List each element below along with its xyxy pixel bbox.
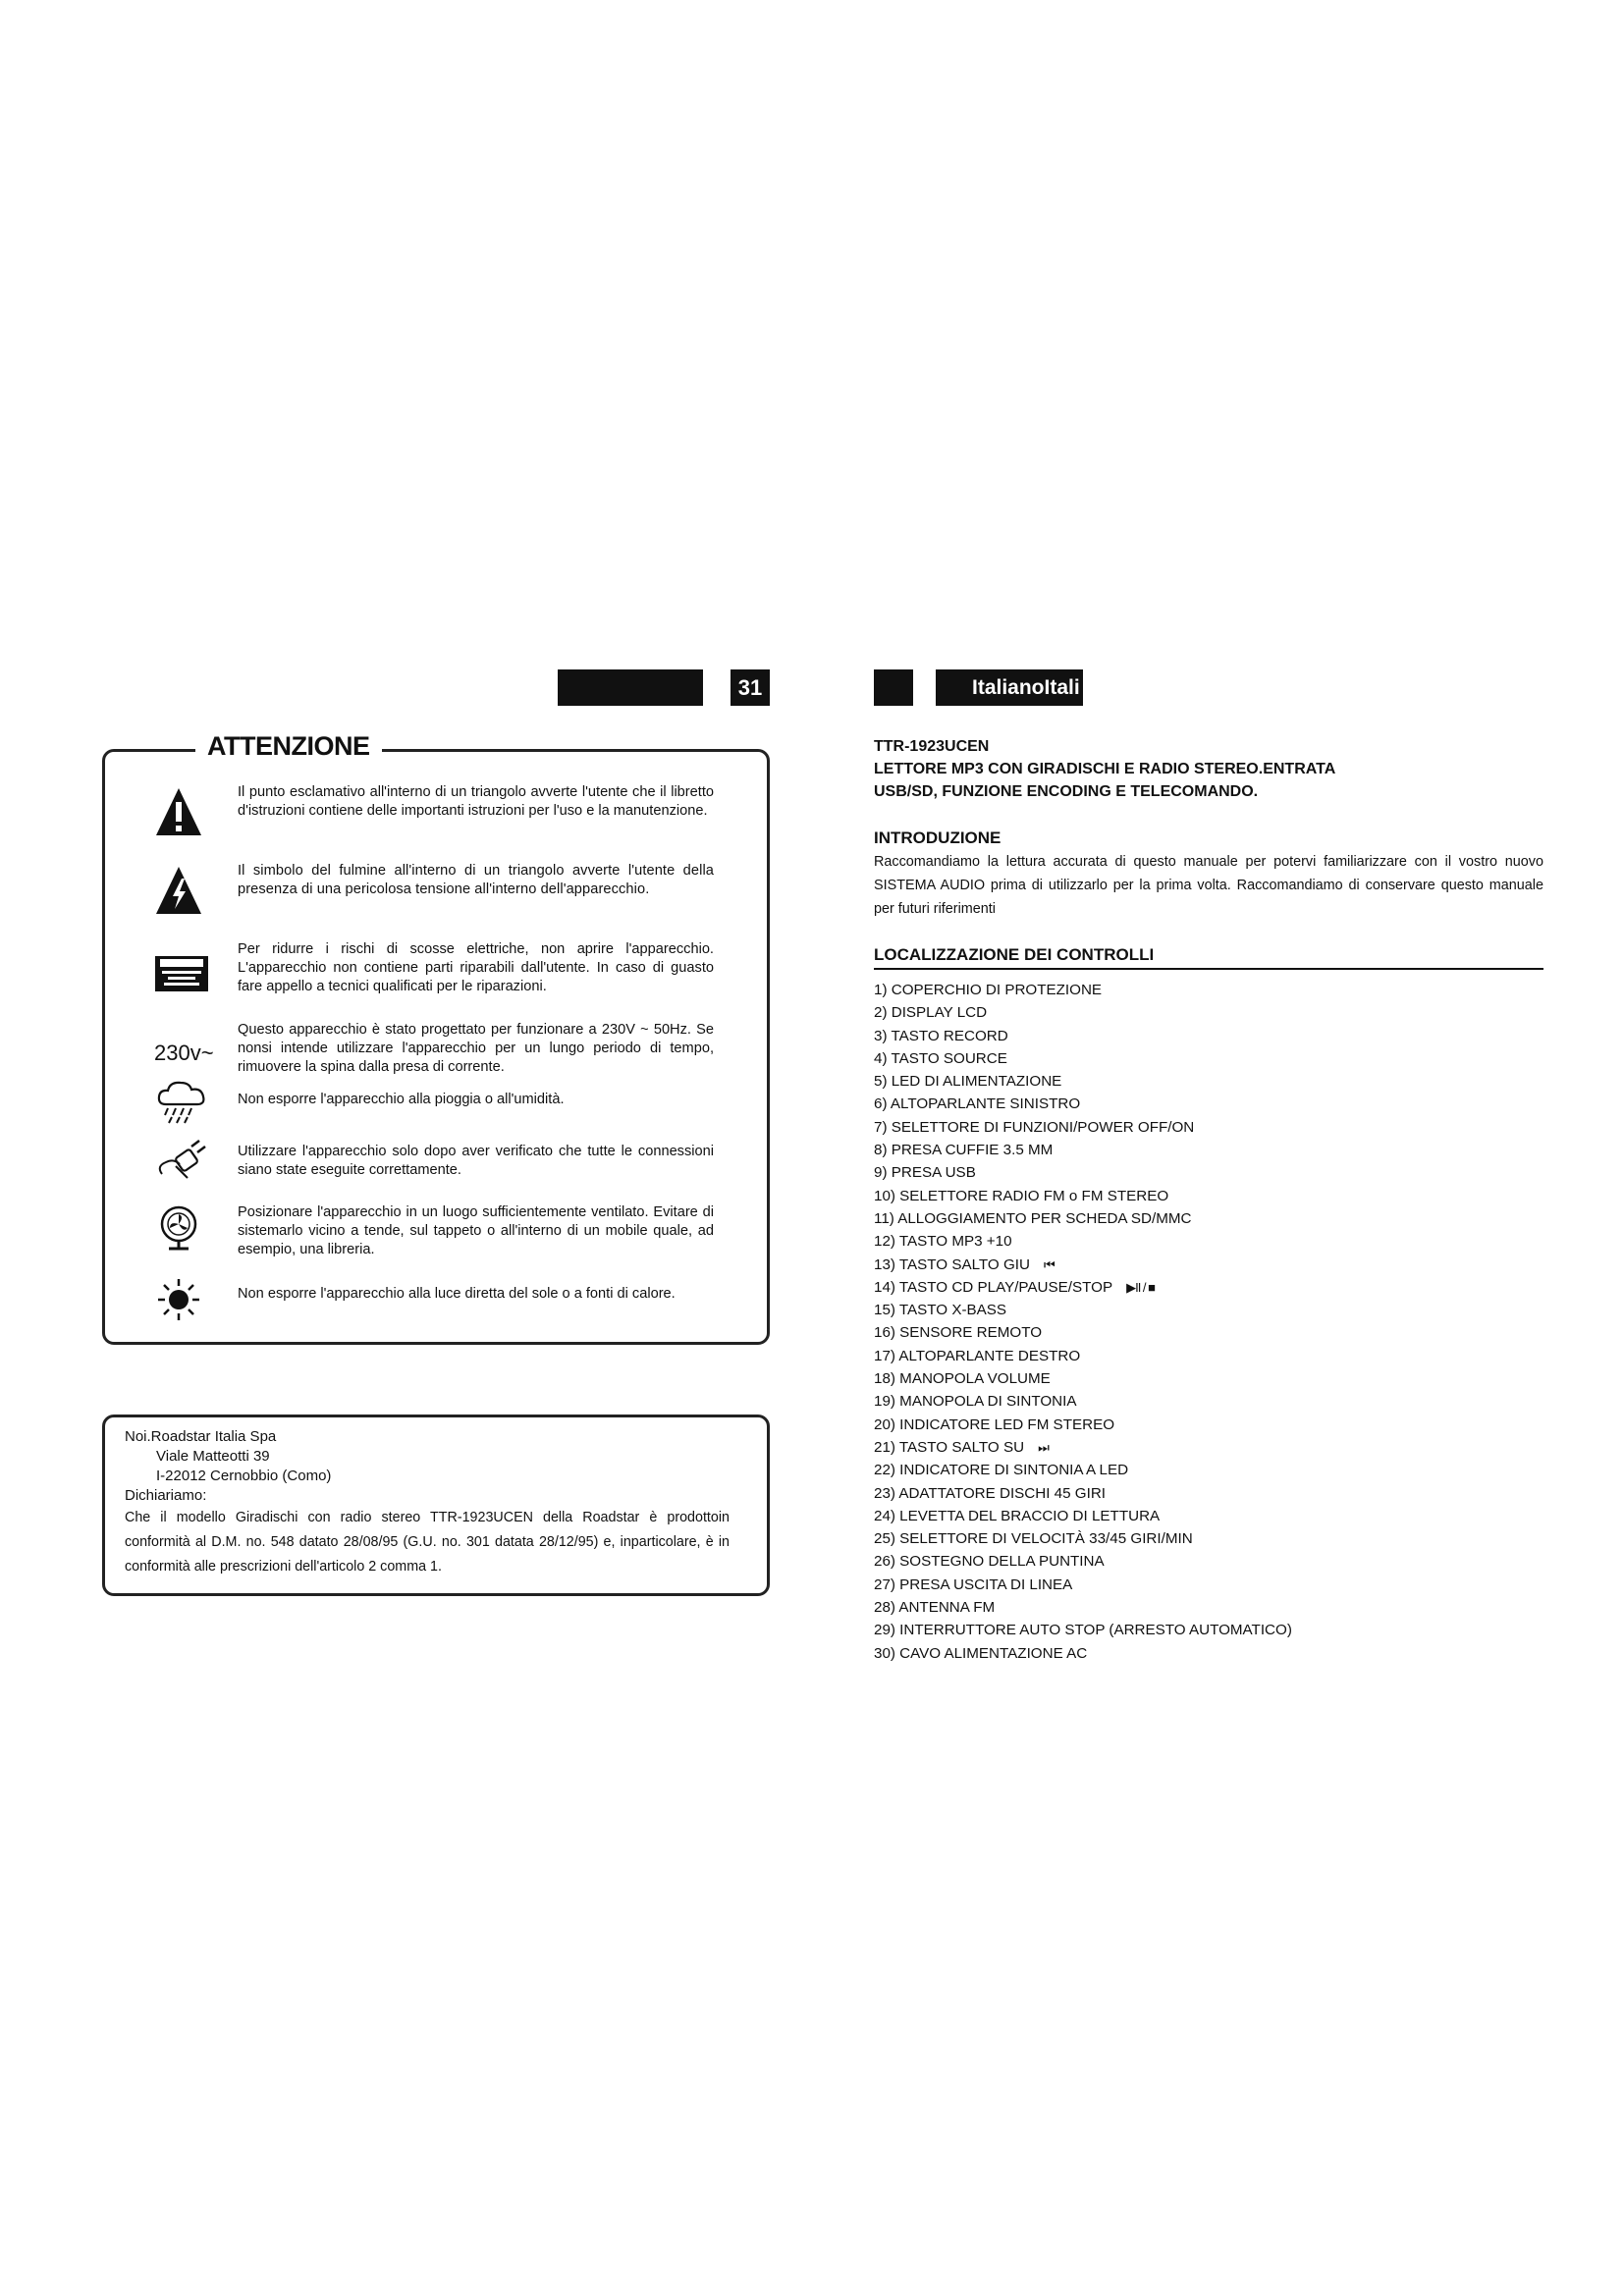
list-item: 19) MANOPOLA DI SINTONIA	[874, 1393, 1077, 1411]
list-item: 22) INDICATORE DI SINTONIA A LED	[874, 1462, 1129, 1479]
warning-item-text: Il simbolo del fulmine all'interno di un triangolo avverte l'utente della presenza di una pericolosa tensione all'interno dell'apparecchio.	[238, 863, 714, 897]
list-item: 25) SELETTORE DI VELOCITÀ 33/45 GIRI/MIN	[874, 1530, 1193, 1548]
rain-cloud-icon	[154, 1079, 209, 1124]
intro-heading: INTRODUZIONE	[874, 828, 1001, 847]
product-title-line2: USB/SD, FUNZIONE ENCODING E TELECOMANDO.	[874, 783, 1259, 800]
list-item: 10) SELETTORE RADIO FM o FM STEREO	[874, 1187, 1169, 1204]
page-number: 31	[731, 669, 770, 706]
list-item: 1) COPERCHIO DI PROTEZIONE	[874, 982, 1103, 998]
declaration-street: Viale Matteotti 39	[156, 1448, 270, 1465]
header-bar-right-small	[874, 669, 913, 706]
voltage-label: 230v~	[154, 1041, 214, 1065]
declaration-box	[102, 1415, 770, 1596]
intro-text: Raccomandiamo la lettura accurata di questo manuale per potervi familiarizzare con il vostro nuovo SISTEMA AUDIO prima di utilizzarlo per la prima volta. Raccomandiamo di conservare questo manuale per futuri riferimenti	[874, 854, 1543, 917]
list-item-label: 14) TASTO CD PLAY/PAUSE/STOP	[874, 1278, 1113, 1296]
list-item: 18) MANOPOLA VOLUME	[874, 1370, 1051, 1388]
declaration-body: Che il modello Giradischi con radio stereo TTR-1923UCEN della Roadstar è prodottoin conformità al D.M. no. 548 datato 28/08/95 (G.U. no. 301 datata 28/12/95) e, inparticolare, è in conformità alle prescrizioni dell'articolo 2 comma 1.	[125, 1510, 730, 1575]
list-item: 16) SENSORE REMOTO	[874, 1324, 1043, 1342]
list-item: 17) ALTOPARLANTE DESTRO	[874, 1347, 1081, 1364]
list-item: 6) ALTOPARLANTE SINISTRO	[874, 1095, 1081, 1113]
list-item	[874, 1254, 1551, 1276]
fan-icon	[154, 1203, 203, 1253]
list-item: 26) SOSTEGNO DELLA PUNTINA	[874, 1553, 1105, 1571]
language-tab: ItalianoItali	[936, 669, 1083, 706]
warning-item-text: Il punto esclamativo all'interno di un triangolo avverte l'utente che il libretto d'istruzioni contiene delle importanti istruzioni per l'uso e la manutenzione.	[238, 784, 714, 819]
warning-box-title: ATTENZIONE	[195, 731, 382, 762]
list-item: 4) TASTO SOURCE	[874, 1049, 1007, 1067]
list-item-label: 21) TASTO SALTO SU	[874, 1438, 1025, 1456]
declaration-declare: Dichiariamo:	[125, 1487, 207, 1504]
list-item: 12) TASTO MP3 +10	[874, 1233, 1012, 1251]
list-item: 2) DISPLAY LCD	[874, 1004, 988, 1022]
caution-label-icon	[154, 954, 209, 993]
list-item: 8) PRESA CUFFIE 3.5 MM	[874, 1142, 1054, 1159]
list-item: 5) LED DI ALIMENTAZIONE	[874, 1073, 1062, 1091]
play-pause-stop-icon: ▶II / ■	[1126, 1279, 1155, 1295]
header-bar-left	[558, 669, 703, 706]
list-item: 24) LEVETTA DEL BRACCIO DI LETTURA	[874, 1507, 1161, 1524]
skip-down-icon: ⏮	[1043, 1256, 1055, 1272]
warning-item-text: Per ridurre i rischi di scosse elettriche, non aprire l'apparecchio. L'apparecchio non contiene parti riparabili dall'utente. In caso di guasto fare appello a tecnici qualificati per le riparazioni.	[238, 941, 714, 994]
warning-item-text: Utilizzare l'apparecchio solo dopo aver verificato che tutte le connessioni siano state eseguite correttamente.	[238, 1144, 714, 1178]
list-item: 20) INDICATORE LED FM STEREO	[874, 1415, 1115, 1433]
list-item	[874, 1276, 1551, 1299]
list-item	[874, 1436, 1551, 1459]
product-model: TTR-1923UCEN	[874, 738, 990, 755]
declaration-city: I-22012 Cernobbio (Como)	[156, 1468, 332, 1484]
list-item: 9) PRESA USB	[874, 1164, 976, 1182]
list-item: 11) ALLOGGIAMENTO PER SCHEDA SD/MMC	[874, 1209, 1192, 1227]
list-item: 29) INTERRUTTORE AUTO STOP (ARRESTO AUTOMATICO)	[874, 1622, 1292, 1639]
warning-item-text: Questo apparecchio è stato progettato per funzionare a 230V ~ 50Hz. Se nonsi intende utilizzare l'apparecchio per un lungo periodo di tempo, rimuovere la spina dalla presa di corrente.	[238, 1022, 714, 1075]
lightning-triangle-icon	[154, 864, 203, 917]
list-item: 7) SELETTORE DI FUNZIONI/POWER OFF/ON	[874, 1118, 1195, 1136]
exclamation-triangle-icon	[154, 785, 203, 838]
warning-item-text: Posizionare l'apparecchio in un luogo sufficientemente ventilato. Evitare di sistemarlo vicino a tende, sul tappeto o all'interno di un mobile quale, ad esempio, una libreria.	[238, 1204, 714, 1257]
list-item: 23) ADATTATORE DISCHI 45 GIRI	[874, 1484, 1107, 1502]
controls-heading-rule	[874, 968, 1543, 970]
warning-item-text: Non esporre l'apparecchio alla luce diretta del sole o a fonti di calore.	[238, 1286, 676, 1302]
controls-list	[874, 979, 1551, 1665]
sun-icon	[154, 1275, 203, 1324]
declaration-company: Noi.Roadstar Italia Spa	[125, 1428, 277, 1445]
skip-up-icon: ⏭	[1038, 1439, 1049, 1455]
warning-item-text: Non esporre l'apparecchio alla pioggia o all'umidità.	[238, 1092, 565, 1107]
product-title-line1: LETTORE MP3 CON GIRADISCHI E RADIO STEREO.ENTRATA	[874, 761, 1336, 777]
list-item: 30) CAVO ALIMENTAZIONE AC	[874, 1644, 1088, 1662]
list-item: 15) TASTO X-BASS	[874, 1302, 1007, 1319]
list-item-label: 13) TASTO SALTO GIU	[874, 1255, 1030, 1273]
list-item: 3) TASTO RECORD	[874, 1027, 1008, 1044]
list-item: 28) ANTENNA FM	[874, 1599, 996, 1617]
warning-box	[102, 731, 770, 1345]
list-item: 27) PRESA USCITA DI LINEA	[874, 1575, 1073, 1593]
plug-icon	[154, 1137, 209, 1182]
controls-heading: LOCALIZZAZIONE DEI CONTROLLI	[874, 945, 1155, 964]
